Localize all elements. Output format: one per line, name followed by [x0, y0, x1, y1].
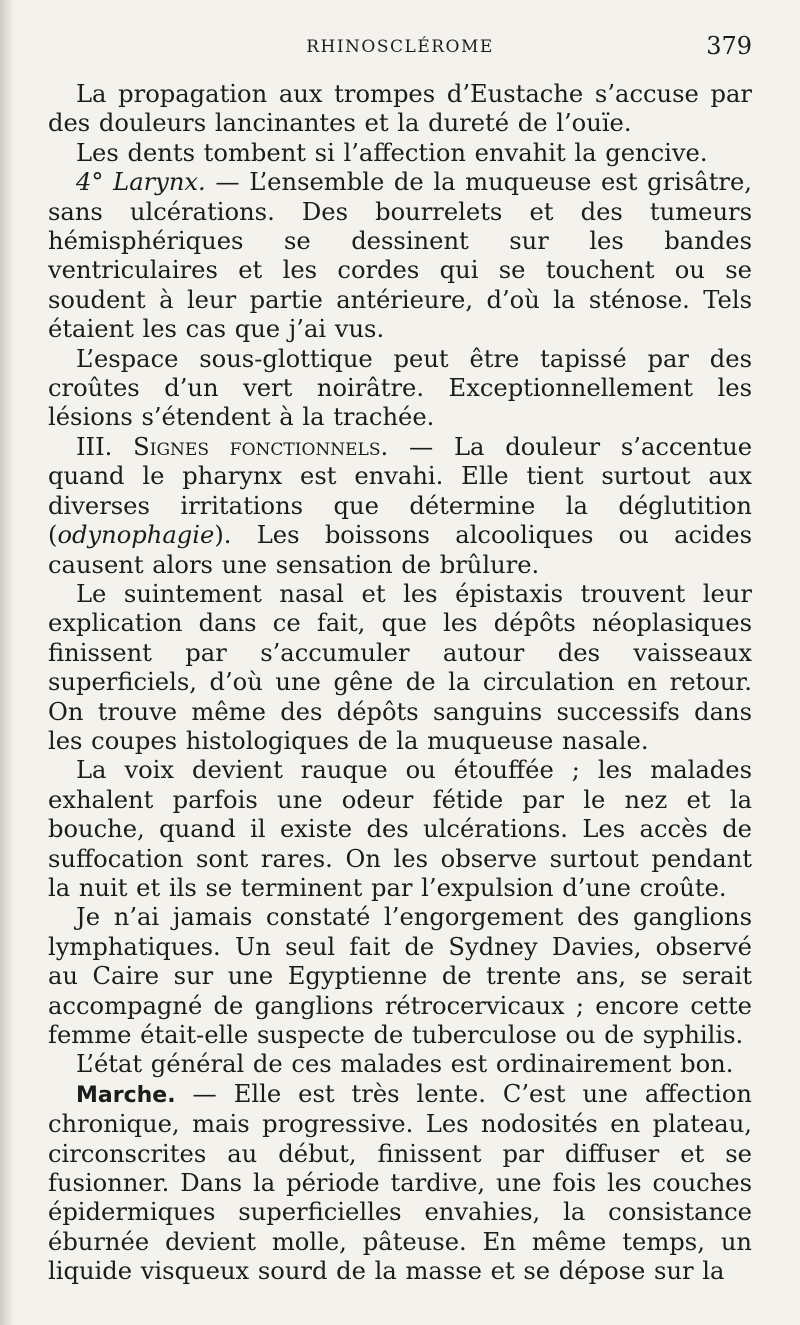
signes-text-b: ). Les boissons alcooliques ou acides causent alors une sensation de brûlure.: [48, 521, 752, 579]
paragraph-larynx: [48, 168, 752, 344]
odynophagie-term: odynophagie: [57, 521, 215, 550]
paragraph-signes-fonctionnels: [48, 433, 752, 580]
paragraph-dents: Les dents tombent si l’affection envahit la gencive.: [76, 138, 708, 167]
marche-heading: Marche.: [76, 1082, 176, 1108]
signes-text-a: — La douleur s’accentue quand le pharynx est envahi. Elle tient surtout aux diverses irritations que détermine la déglutition (: [48, 432, 753, 550]
marche-text: — Elle est très lente. C’est une affection chronique, mais progressive. Les nodosités en plateau, circonscrites au début, finissent par diffuser et se fusionner. Dans la période tardive, une fois les couches épidermiques superficielles envahies, la consistance éburnée devient molle, pâteuse. En même temps, un liquide visqueux sourd de la masse et se dépose sur la: [48, 1079, 752, 1286]
paragraph-suintement: Le suintement nasal et les épistaxis trouvent leur explication dans ce fait, que les dépôts néoplasiques finissent par s’accumuler autour des vaisseaux superficiels, d’où une gêne de la circulation en retour. On trouve même des dépôts sanguins successifs dans les coupes histologiques de la muqueuse nasale.: [48, 579, 752, 755]
paragraph-marche: [48, 1080, 752, 1287]
page-header: [48, 30, 752, 64]
paragraph-etat-general: L’état général de ces malades est ordinairement bon.: [76, 1050, 734, 1079]
page-number: 379: [706, 32, 752, 60]
section-numeral: III.: [76, 432, 134, 461]
paragraph-ganglions: Je n’ai jamais constaté l’engorgement des ganglions lymphatiques. Un seul fait de Sydney Davies, observé au Caire sur une Egyptienne de trente ans, se serait accompagné de ganglions rétrocervicaux ; encore cette femme était-elle suspecte de tuberculose ou de syphilis.: [48, 903, 752, 1049]
larynx-text: — L’ensemble de la muqueuse est grisâtre, sans ulcérations. Des bourrelets et des tumeurs hémisphériques se dessinent sur les bandes ventriculaires et les cordes qui se touchent ou se soudent à leur partie antérieure, d’où la sténose. Tels étaient les cas que j’ai vus.: [48, 168, 752, 344]
page-body: [48, 80, 752, 1287]
section-heading: Signes fonctionnels.: [133, 432, 389, 461]
paragraph-voix: La voix devient rauque ou étouffée ; les malades exhalent parfois une odeur fétide par le nez et la bouche, quand il existe des ulcérations. Les accès de suffocation sont rares. On les observe surtout pendant la nuit et ils se terminent par l’expulsion d’une croûte.: [48, 756, 752, 902]
running-title: RHINOSCLÉROME: [306, 37, 494, 57]
paragraph-sous-glottique: L’espace sous-glottique peut être tapissé par des croûtes d’un vert noirâtre. Exceptionnellement les lésions s’étendent à la trachée.: [48, 344, 752, 432]
page-gutter-shadow: [0, 0, 14, 1325]
larynx-heading: 4° Larynx.: [76, 168, 206, 197]
paragraph-eustache: La propagation aux trompes d’Eustache s’accuse par des douleurs lancinantes et la dureté de l’ouïe.: [48, 80, 752, 138]
